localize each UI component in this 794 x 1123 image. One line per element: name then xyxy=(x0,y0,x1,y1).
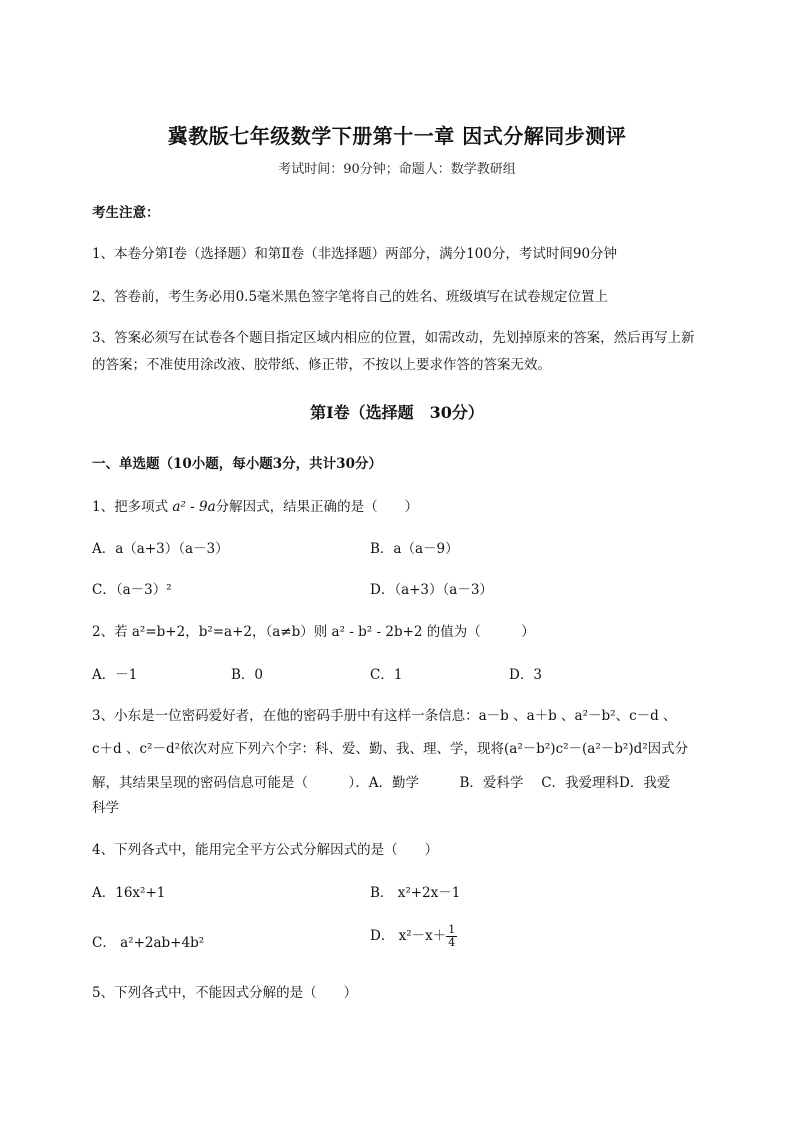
notice-item-3: 3、答案必须写在试卷各个题目指定区域内相应的位置，如需改动，先划掉原来的答案，然后再写上新 xyxy=(92,330,695,346)
question-1-stem-start: 1、把多项式 xyxy=(92,499,173,515)
question-2-option-c[interactable]: C．1 xyxy=(370,667,403,683)
page-title: 冀教版七年级数学下册第十一章 因式分解同步测评 xyxy=(167,124,627,148)
question-2-option-d[interactable]: D．3 xyxy=(509,667,542,683)
question-4-option-d-text: D． x²－x＋ xyxy=(370,928,447,944)
question-1-stem-end: 分解因式，结果正确的是（ ） xyxy=(215,499,419,515)
question-2-option-b[interactable]: B．0 xyxy=(231,667,264,683)
question-5-stem: 5、下列各式中，不能因式分解的是（ ） xyxy=(92,985,358,1001)
fraction-numerator: 1 xyxy=(448,923,456,936)
question-4-option-c[interactable]: C． a²+2ab+4b² xyxy=(92,935,205,951)
question-1-option-b[interactable]: B．a（a－9） xyxy=(370,541,459,557)
question-1-option-d[interactable]: D．（a+3）（a－3） xyxy=(370,582,493,598)
question-3-line-3: 解，其结果呈现的密码信息可能是（ ）．A．勤学 B．爱科学 C．我爱理科D．我爱 xyxy=(92,775,671,791)
fraction xyxy=(446,924,457,949)
question-2-option-a[interactable]: A．－1 xyxy=(92,667,138,683)
question-1-option-c[interactable]: C．（a－3）² xyxy=(92,582,172,598)
fraction-denominator: 4 xyxy=(448,936,456,949)
question-4-stem: 4、下列各式中，能用完全平方公式分解因式的是（ ） xyxy=(92,842,439,858)
question-3-line-1: 3、小东是一位密码爱好者，在他的密码手册中有这样一条信息：a－b 、a＋b 、a²－b²、c－d 、 xyxy=(92,708,677,724)
question-3-line-4: 科学 xyxy=(92,800,119,816)
question-1-stem xyxy=(92,495,418,515)
page-subtitle: 考试时间：90分钟；命题人：数学教研组 xyxy=(278,162,516,177)
notice-heading: 考生注意： xyxy=(92,205,160,221)
notice-item-1: 1、本卷分第I卷（选择题）和第Ⅱ卷（非选择题）两部分，满分100分，考试时间90分钟 xyxy=(92,246,618,262)
question-3-line-2: c＋d 、c²－d²依次对应下列六个字：科、爱、勤、我、理、学，现将(a²－b²)c²－(a²－b²)d²因式分 xyxy=(92,741,689,757)
notice-item-3-cont: 的答案；不准使用涂改液、胶带纸、修正带，不按以上要求作答的答案无效。 xyxy=(92,357,551,373)
question-1-expression: a² - 9a xyxy=(172,499,216,515)
question-4-option-b[interactable]: B． x²+2x－1 xyxy=(370,885,461,901)
notice-item-2: 2、答卷前，考生务必用0.5毫米黑色签字笔将自己的姓名、班级填写在试卷规定位置上 xyxy=(92,289,609,305)
part-heading: 一、单选题（10小题，每小题3分，共计30分） xyxy=(92,456,382,472)
question-4-option-d[interactable] xyxy=(370,924,457,949)
question-1-option-a[interactable]: A．a（a+3）（a－3） xyxy=(92,541,229,557)
section-title: 第I卷（选择题 30分） xyxy=(310,403,484,422)
question-4-option-a[interactable]: A．16x²+1 xyxy=(92,885,166,901)
question-2-stem: 2、若 a²=b+2，b²=a+2，（a≠b）则 a² - b² - 2b+2 的值为（ ） xyxy=(92,624,535,640)
